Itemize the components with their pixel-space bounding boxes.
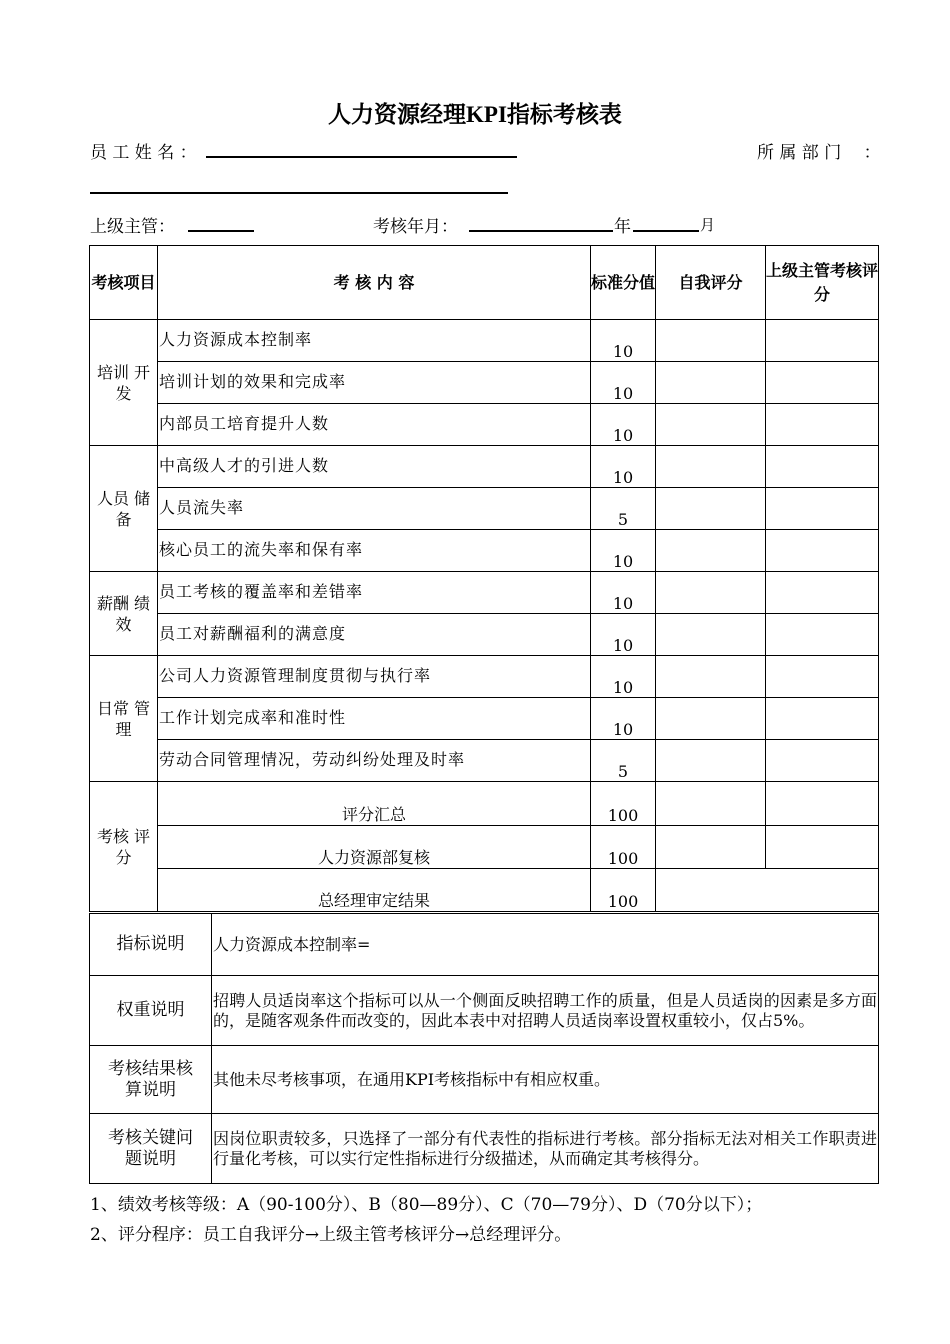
note-label: 考核结果核算说明 xyxy=(90,1046,212,1114)
supervisor-score-cell[interactable] xyxy=(766,362,879,404)
note-row xyxy=(90,976,879,1046)
self-score-cell[interactable] xyxy=(656,572,766,614)
summary-score: 100 xyxy=(591,826,656,869)
supervisor-score-cell[interactable] xyxy=(766,614,879,656)
supervisor-score-cell[interactable] xyxy=(766,404,879,446)
self-score-cell[interactable] xyxy=(656,362,766,404)
table-row xyxy=(90,404,879,446)
note-row xyxy=(90,914,879,976)
kpi-content: 内部员工培育提升人数 xyxy=(158,404,591,446)
supervisor-score-cell[interactable] xyxy=(766,572,879,614)
self-score-cell[interactable] xyxy=(656,656,766,698)
hr-review-self-cell[interactable] xyxy=(656,826,766,869)
summary-row xyxy=(90,869,879,912)
kpi-table xyxy=(89,245,879,912)
standard-score: 5 xyxy=(591,488,656,530)
table-row xyxy=(90,572,879,614)
kpi-content: 劳动合同管理情况，劳动纠纷处理及时率 xyxy=(158,740,591,782)
standard-score: 10 xyxy=(591,320,656,362)
header-item: 考核项目 xyxy=(90,246,158,320)
gm-approval-cell[interactable] xyxy=(656,869,879,912)
category-cell: 日常 管理 xyxy=(90,656,158,782)
supervisor-score-cell[interactable] xyxy=(766,740,879,782)
standard-score: 10 xyxy=(591,362,656,404)
note-row xyxy=(90,1114,879,1184)
footer-note-grades: 1、绩效考核等级：A（90-100分）、B（80—89分）、C（70—79分）、D（70分以下）； xyxy=(90,1195,763,1215)
self-score-cell[interactable] xyxy=(656,740,766,782)
kpi-content: 公司人力资源管理制度贯彻与执行率 xyxy=(158,656,591,698)
period-label: 考核年月： xyxy=(373,217,458,237)
self-score-cell[interactable] xyxy=(656,614,766,656)
hr-review-supervisor-cell[interactable] xyxy=(766,826,879,869)
note-text: 因岗位职责较多，只选择了一部分有代表性的指标进行考核。部分指标无法对相关工作职责进行量化考核，可以实行定性指标进行分级描述，从而确定其考核得分。 xyxy=(212,1114,879,1184)
supervisor-score-cell[interactable] xyxy=(766,320,879,362)
summary-label: 总经理审定结果 xyxy=(158,869,591,912)
table-row xyxy=(90,446,879,488)
self-score-cell[interactable] xyxy=(656,404,766,446)
kpi-content: 核心员工的流失率和保有率 xyxy=(158,530,591,572)
summary-row xyxy=(90,826,879,869)
self-score-cell[interactable] xyxy=(656,320,766,362)
self-score-total-cell[interactable] xyxy=(656,782,766,826)
period-year-field[interactable] xyxy=(469,230,613,232)
self-score-cell[interactable] xyxy=(656,698,766,740)
table-row xyxy=(90,320,879,362)
employee-name-field[interactable] xyxy=(206,156,517,158)
standard-score: 10 xyxy=(591,446,656,488)
supervisor-score-cell[interactable] xyxy=(766,530,879,572)
self-score-cell[interactable] xyxy=(656,530,766,572)
department-field[interactable] xyxy=(90,192,508,194)
kpi-content: 人力资源成本控制率 xyxy=(158,320,591,362)
supervisor-score-cell[interactable] xyxy=(766,446,879,488)
note-text: 其他未尽考核事项，在通用KPI考核指标中有相应权重。 xyxy=(212,1046,879,1114)
table-row xyxy=(90,530,879,572)
page-title: 人力资源经理KPI指标考核表 xyxy=(328,102,622,127)
year-label: 年 xyxy=(614,217,631,237)
month-label: 月 xyxy=(700,216,716,234)
table-row xyxy=(90,362,879,404)
note-text: 招聘人员适岗率这个指标可以从一个侧面反映招聘工作的质量，但是人员适岗的因素是多方面的，是随客观条件而改变的，因此本表中对招聘人员适岗率设置权重较小，仅占5%。 xyxy=(212,976,879,1046)
notes-table xyxy=(89,913,879,1184)
supervisor-label: 上级主管： xyxy=(90,217,175,237)
note-label: 指标说明 xyxy=(90,914,212,976)
header-standard-score: 标准分值 xyxy=(591,246,656,320)
kpi-content: 人员流失率 xyxy=(158,488,591,530)
note-text: 人力资源成本控制率= xyxy=(212,914,879,976)
summary-label: 人力资源部复核 xyxy=(158,826,591,869)
summary-score: 100 xyxy=(591,782,656,826)
standard-score: 5 xyxy=(591,740,656,782)
table-row xyxy=(90,488,879,530)
summary-score: 100 xyxy=(591,869,656,912)
standard-score: 10 xyxy=(591,530,656,572)
header-content: 考 核 内 容 xyxy=(158,246,591,320)
table-row xyxy=(90,740,879,782)
supervisor-score-cell[interactable] xyxy=(766,488,879,530)
note-label: 权重说明 xyxy=(90,976,212,1046)
table-header-row xyxy=(90,246,879,320)
summary-row xyxy=(90,782,879,826)
standard-score: 10 xyxy=(591,404,656,446)
kpi-content: 员工考核的覆盖率和差错率 xyxy=(158,572,591,614)
table-row xyxy=(90,614,879,656)
standard-score: 10 xyxy=(591,698,656,740)
supervisor-score-total-cell[interactable] xyxy=(766,782,879,826)
category-cell: 薪酬 绩效 xyxy=(90,572,158,656)
standard-score: 10 xyxy=(591,572,656,614)
note-row xyxy=(90,1046,879,1114)
summary-label: 评分汇总 xyxy=(158,782,591,826)
kpi-content: 员工对薪酬福利的满意度 xyxy=(158,614,591,656)
category-cell: 考核 评分 xyxy=(90,782,158,912)
standard-score: 10 xyxy=(591,656,656,698)
table-row xyxy=(90,698,879,740)
header-self-score: 自我评分 xyxy=(656,246,766,320)
standard-score: 10 xyxy=(591,614,656,656)
supervisor-score-cell[interactable] xyxy=(766,656,879,698)
self-score-cell[interactable] xyxy=(656,488,766,530)
supervisor-field[interactable] xyxy=(188,230,254,232)
kpi-content: 中高级人才的引进人数 xyxy=(158,446,591,488)
self-score-cell[interactable] xyxy=(656,446,766,488)
table-row xyxy=(90,656,879,698)
note-label: 考核关键问题说明 xyxy=(90,1114,212,1184)
kpi-content: 工作计划完成率和准时性 xyxy=(158,698,591,740)
header-supervisor-score: 上级主管考核评分 xyxy=(766,246,879,320)
department-label: 所 属 部 门 ： xyxy=(757,143,881,163)
supervisor-score-cell[interactable] xyxy=(766,698,879,740)
period-month-field[interactable] xyxy=(633,230,699,232)
category-cell: 培训 开发 xyxy=(90,320,158,446)
employee-name-label: 员 工 姓 名 ： xyxy=(90,143,197,163)
kpi-content: 培训计划的效果和完成率 xyxy=(158,362,591,404)
footer-note-procedure: 2、评分程序：员工自我评分→上级主管考核评分→总经理评分。 xyxy=(90,1225,572,1245)
category-cell: 人员 储备 xyxy=(90,446,158,572)
